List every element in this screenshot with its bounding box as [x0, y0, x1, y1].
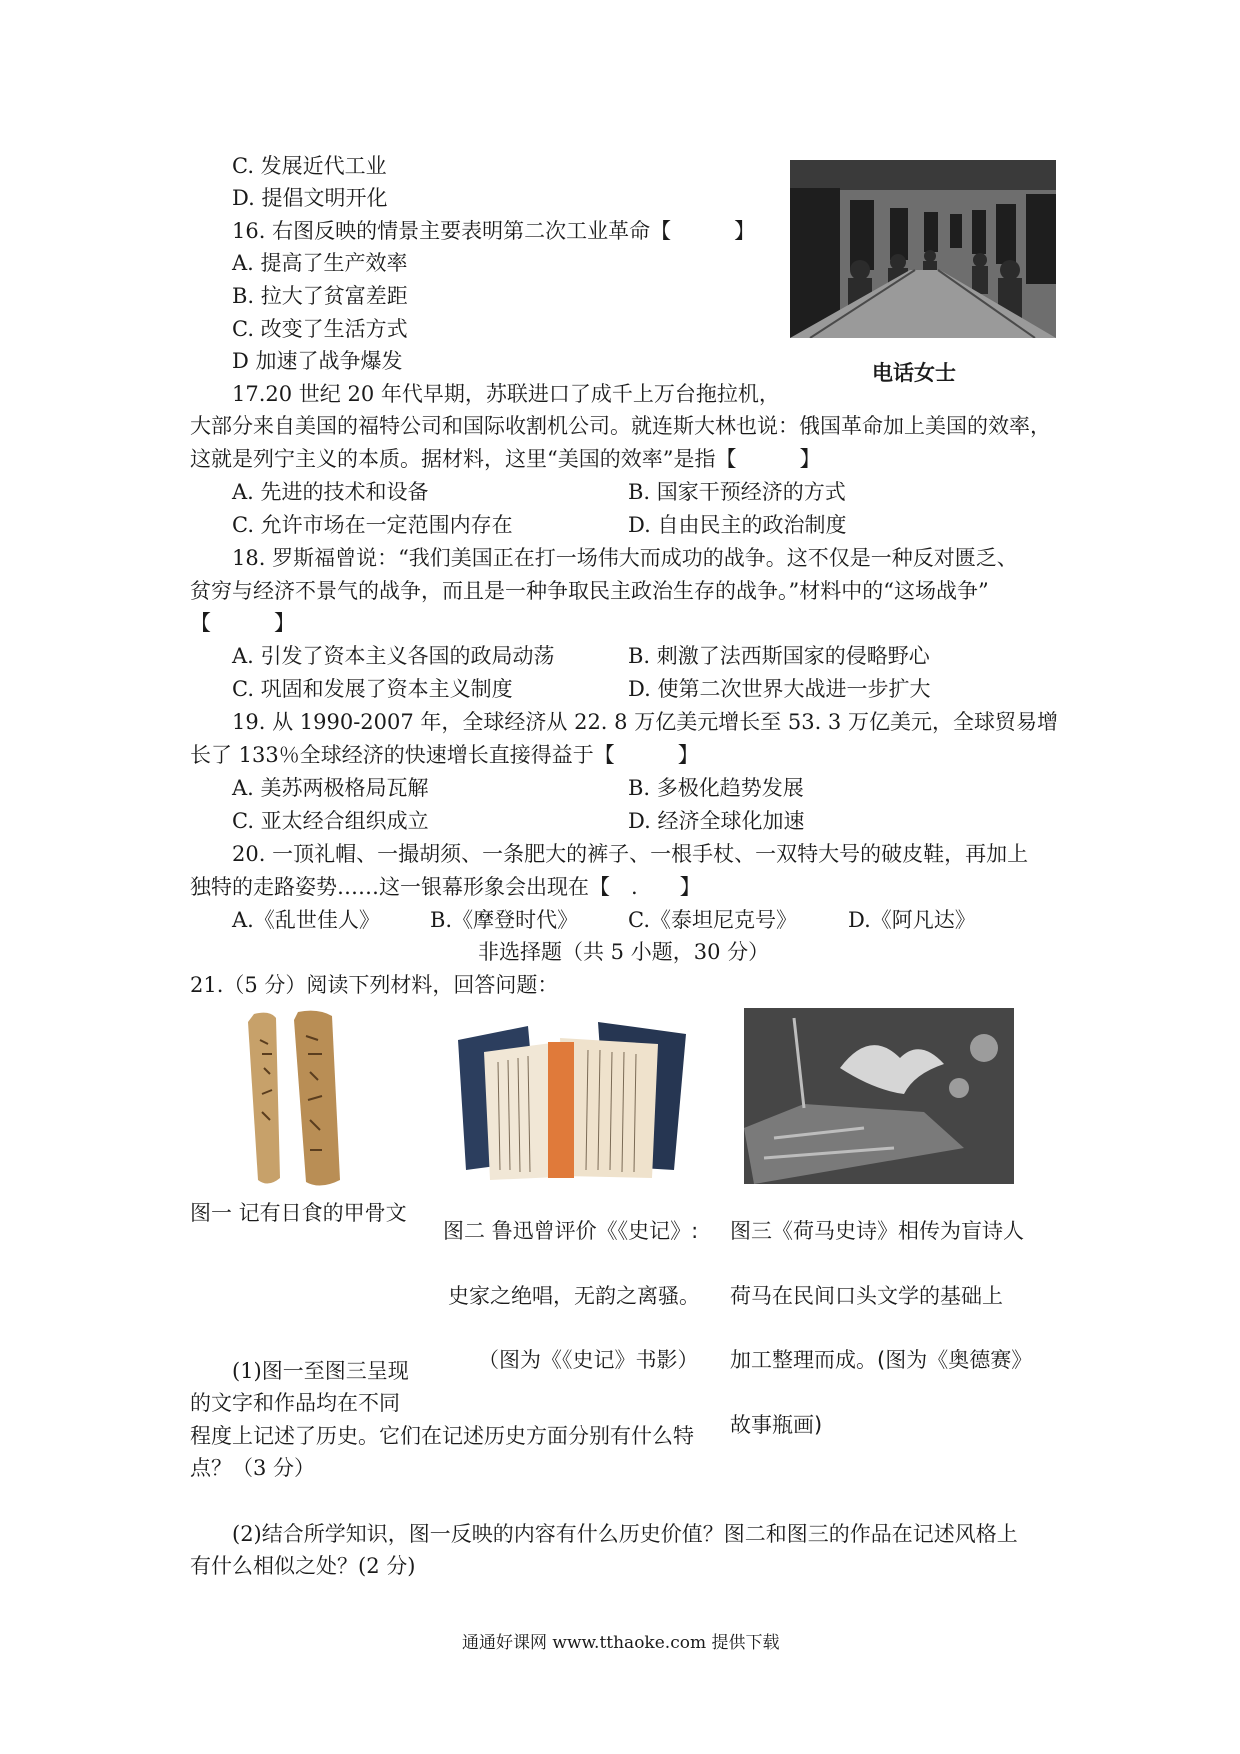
figure-3-caption-line-2: 荷马在民间口头文学的基础上	[730, 1284, 1003, 1308]
q20-option-a: A.《乱世佳人》	[232, 908, 380, 932]
q17-option-d: D. 自由民主的政治制度	[628, 513, 847, 537]
q20-option-d: D.《阿凡达》	[848, 908, 976, 932]
q20-line-1: 20. 一顶礼帽、一撮胡须、一条肥大的裤子、一根手杖、一双特大号的破皮鞋，再加上	[232, 842, 1029, 866]
q21-sub1-line-1: (1)图一至图三呈现	[232, 1359, 409, 1383]
q18-option-a: A. 引发了资本主义各国的政局动荡	[232, 644, 555, 668]
q17-line-3: 这就是列宁主义的本质。据材料，这里“美国的效率”是指【 】	[190, 447, 821, 471]
q19-option-b: B. 多极化趋势发展	[628, 776, 804, 800]
figure-3-caption-line-4: 故事瓶画)	[730, 1413, 823, 1437]
q17-option-c: C. 允许市场在一定范围内存在	[232, 513, 513, 537]
q16-stem: 16. 右图反映的情景主要表明第二次工业革命【 】	[232, 219, 756, 243]
q20-option-c: C.《泰坦尼克号》	[628, 908, 797, 932]
figure-2-caption-line-3: （图为《《史记》书影）	[478, 1348, 699, 1372]
figure-2-caption-line-2: 史家之绝唱，无韵之离骚。	[448, 1284, 700, 1308]
q19-option-c: C. 亚太经合组织成立	[232, 809, 429, 833]
figure-1-caption: 图一 记有日食的甲骨文	[190, 1201, 407, 1225]
oracle-bone-image	[240, 1010, 352, 1190]
q21-stem: 21.（5 分）阅读下列材料，回答问题：	[190, 973, 559, 997]
q21-sub1-line-4: 点？（3 分）	[190, 1456, 316, 1480]
q20-line-2: 独特的走路姿势……这一银幕形象会出现在【 . 】	[190, 875, 701, 899]
figure-3-caption-line-1: 图三《荷马史诗》相传为盲诗人	[730, 1219, 1024, 1243]
q16-option-d: D 加速了战争爆发	[232, 349, 403, 373]
q18-line-2: 贫穷与经济不景气的战争，而且是一种争取民主政治生存的战争。”材料中的“这场战争”	[190, 579, 989, 603]
q18-option-c: C. 巩固和发展了资本主义制度	[232, 677, 513, 701]
telephone-operators-caption: 电话女士	[872, 361, 956, 385]
odyssey-vase-image	[744, 1008, 1014, 1184]
figure-3-caption-line-3: 加工整理而成。(图为《奥德赛》	[730, 1348, 1033, 1372]
q16-option-a: A. 提高了生产效率	[232, 251, 408, 275]
q21-sub2-line-1: (2)结合所学知识，图一反映的内容有什么历史价值？图二和图三的作品在记述风格上	[232, 1522, 1018, 1546]
q18-option-b: B. 刺激了法西斯国家的侵略野心	[628, 644, 930, 668]
q15-option-c: C. 发展近代工业	[232, 154, 387, 178]
q21-sub2-line-2: 有什么相似之处？(2 分)	[190, 1554, 416, 1578]
q18-line-1: 18. 罗斯福曾说：“我们美国正在打一场伟大而成功的战争。这不仅是一种反对匮乏、	[232, 546, 1018, 570]
q18-line-3: 【 】	[190, 611, 295, 635]
q15-option-d: D. 提倡文明开化	[232, 186, 388, 210]
q16-option-b: B. 拉大了贫富差距	[232, 284, 408, 308]
shiji-books-image	[448, 1020, 698, 1182]
section-heading: 非选择题（共 5 小题，30 分）	[478, 940, 770, 964]
q17-option-a: A. 先进的技术和设备	[232, 480, 429, 504]
q19-line-2: 长了 133％全球经济的快速增长直接得益于【 】	[190, 743, 699, 767]
q19-line-1: 19. 从 1990-2007 年，全球经济从 22. 8 万亿美元增长至 53. 3 万亿美元，全球贸易增	[232, 710, 1058, 734]
figure-2-caption-line-1: 图二 鲁迅曾评价《《史记》:	[443, 1219, 699, 1243]
q21-sub1-line-3: 程度上记述了历史。它们在记述历史方面分别有什么特	[190, 1424, 694, 1448]
q17-option-b: B. 国家干预经济的方式	[628, 480, 846, 504]
q21-sub1-line-2: 的文字和作品均在不同	[190, 1391, 400, 1415]
q18-option-d: D. 使第二次世界大战进一步扩大	[628, 677, 931, 701]
page-footer: 通通好课网 www.tthaoke.com 提供下载	[462, 1633, 780, 1653]
q19-option-d: D. 经济全球化加速	[628, 809, 805, 833]
telephone-operators-image	[790, 160, 1056, 338]
q17-line-1: 17.20 世纪 20 年代早期，苏联进口了成千上万台拖拉机，	[232, 382, 780, 406]
q19-option-a: A. 美苏两极格局瓦解	[232, 776, 429, 800]
q20-option-b: B.《摩登时代》	[430, 908, 579, 932]
q17-line-2: 大部分来自美国的福特公司和国际收割机公司。就连斯大林也说：俄国革命加上美国的效率，	[190, 414, 1051, 438]
q16-option-c: C. 改变了生活方式	[232, 317, 408, 341]
